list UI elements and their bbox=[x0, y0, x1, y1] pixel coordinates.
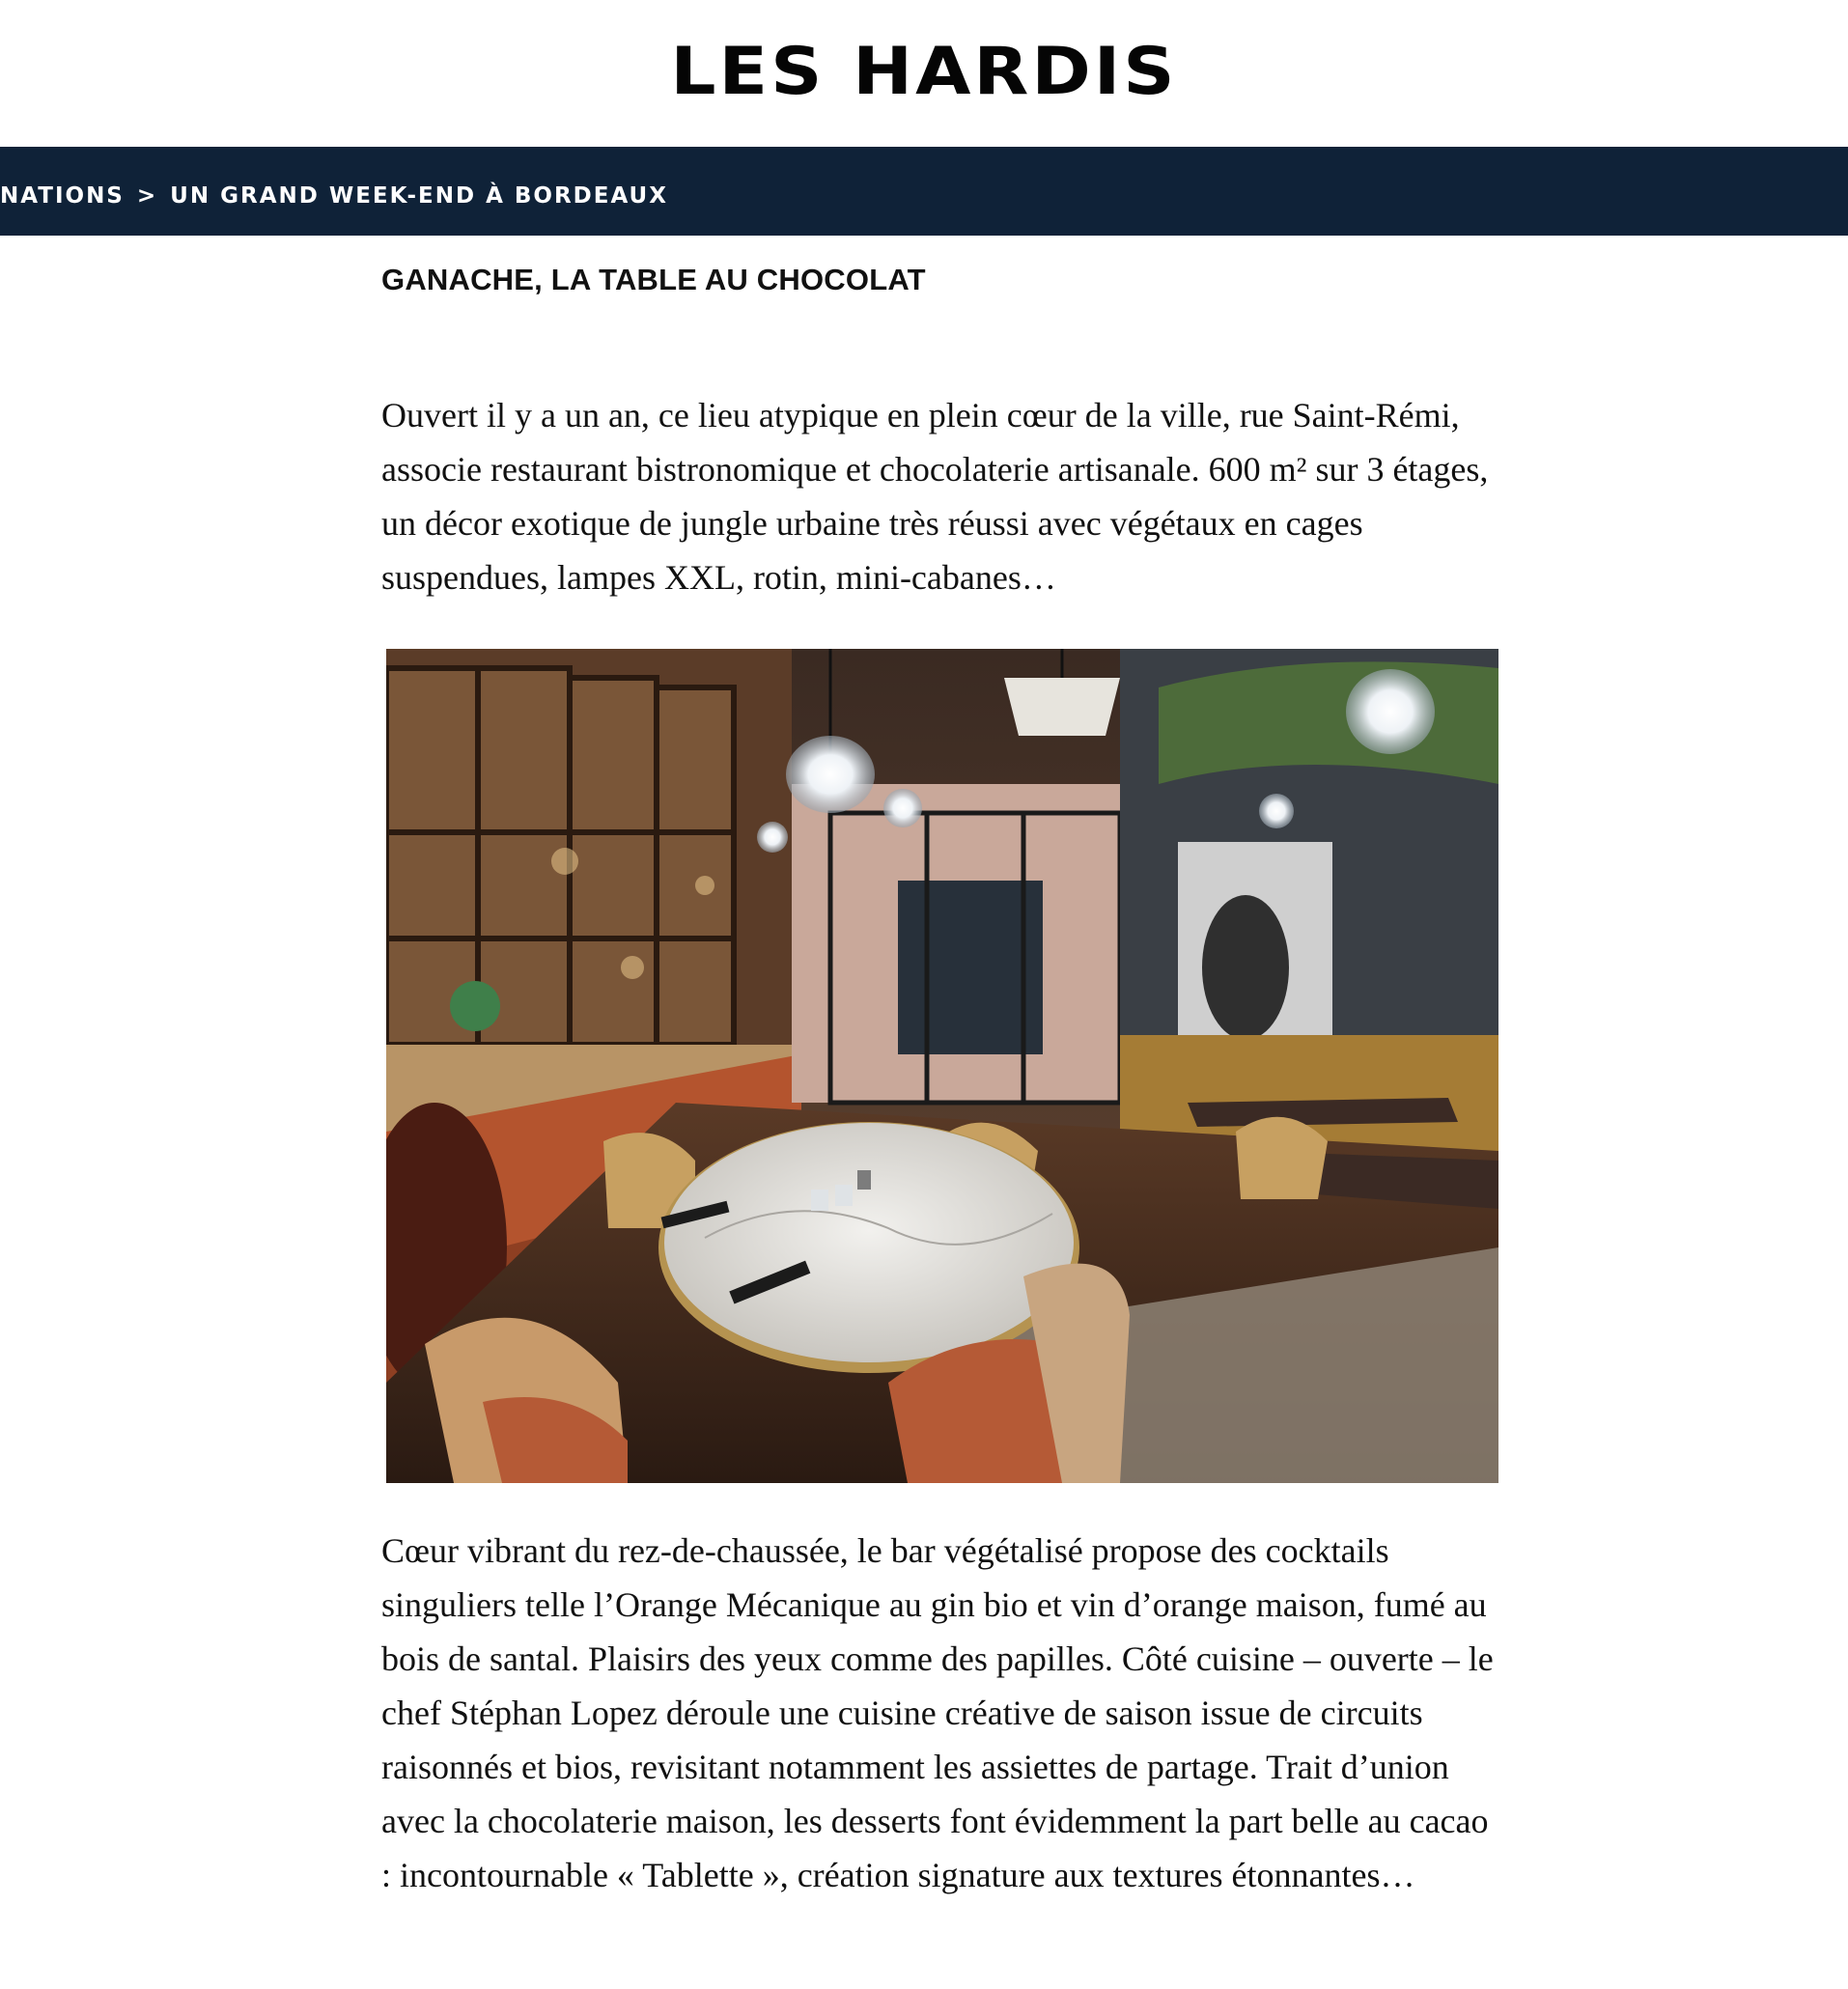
site-header bbox=[0, 0, 1848, 147]
breadcrumb-item-current[interactable]: UN GRAND WEEK-END À BORDEAUX bbox=[170, 183, 668, 209]
site-logo[interactable]: LES HARDIS bbox=[670, 33, 1178, 110]
paragraph-intro: Ouvert il y a un an, ce lieu atypique en plein cœur de la ville, rue Saint-Rémi, associe restaurant bistronomique et chocolaterie artisanale. 600 m² sur 3 étages, un décor exotique de jungle urbaine très réussi avec végétaux en cages suspendues, lampes XXL, rotin, mini-cabanes… bbox=[381, 396, 1489, 597]
breadcrumb-separator: > bbox=[136, 183, 158, 209]
breadcrumb-item-destinations[interactable]: NATIONS bbox=[0, 183, 125, 209]
restaurant-interior-photo bbox=[386, 649, 1498, 1483]
breadcrumb bbox=[0, 147, 668, 236]
breadcrumb-bar bbox=[0, 147, 1848, 236]
paragraph-bar-cuisine: Cœur vibrant du rez-de-chaussée, le bar végétalisé propose des cocktails singuliers telle l’Orange Mécanique au gin bio et vin d’orange maison, fumé au bois de santal. Plaisirs des yeux comme des papilles. Côté cuisine – ouverte – le chef Stéphan Lopez déroule une cuisine créative de saison issue de circuits raisonnés et bios, revisitant notamment les assiettes de partage. Trait d’union avec la chocolaterie maison, les desserts font évidemment la part belle au cacao : incontournable « Tablette », création signature aux textures étonnantes… bbox=[381, 1531, 1494, 1894]
section-title: GANACHE, LA TABLE AU CHOCOLAT bbox=[381, 263, 926, 296]
